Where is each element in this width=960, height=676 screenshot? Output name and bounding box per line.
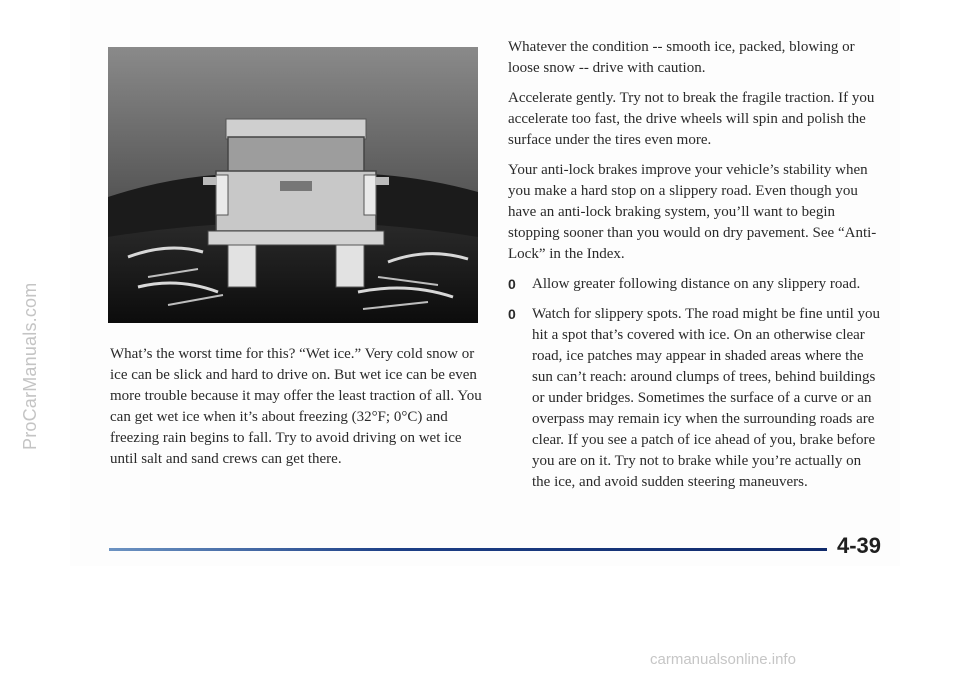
side-watermark: [20, 150, 40, 450]
page-number: 4-39: [837, 533, 882, 558]
wet-ice-paragraph: What’s the worst time for this? “Wet ice.” Very cold snow or ice can be slick and hard to drive on. But wet ice can be even more trouble because it may offer the least traction of all. You can get wet ice when it’s about freezing (32°F; 0°C) and freezing rain begins to fall. Try to avoid driving on wet ice until salt and sand crews can get there.: [110, 346, 482, 467]
bullet-text: Watch for slippery spots. The road might be fine until you hit a spot that’s covered with ice. On an otherwise clear road, ice patches may appear in shaded areas where the sun can’t reach: around clumps of trees, behind buildings or under bridges. Sometimes the surface of a curve or an overpass may remain icy when the surrounding roads are clear. If you see a patch of ice ahead of you, brake before you are on it. Try not to brake while you’re actually on the ice, and avoid sudden steering maneuvers.: [532, 306, 881, 490]
accelerate-paragraph: Accelerate gently. Try not to break the fragile traction. If you accelerate too fast, the drive wheels will spin and polish the surface under the tires even more.: [508, 90, 875, 148]
condition-paragraph: Whatever the condition -- smooth ice, packed, blowing or loose snow -- drive with caution.: [508, 39, 855, 76]
vehicle-roof: [226, 119, 366, 139]
rear-window: [228, 137, 364, 173]
bullet-text: Allow greater following distance on any slippery road.: [532, 276, 861, 292]
license-plate: [280, 181, 312, 191]
bullet-marker: 0: [508, 276, 516, 292]
rear-bumper: [208, 231, 384, 245]
left-column: [110, 344, 485, 479]
anti-lock-paragraph: Your anti-lock brakes improve your vehicle’s stability when you make a hard stop on a slippery road. Even though you have an anti-lock braking system, you’ll want to begin stopping sooner than you would on dry pavement. See “Anti-Lock” in the Index.: [508, 162, 877, 262]
bottom-watermark: carmanualsonline.info: [650, 651, 796, 668]
left-mirror: [203, 177, 217, 185]
right-rear-tire: [336, 245, 364, 287]
tips-list: [508, 274, 883, 493]
vehicle-illustration-svg: [108, 47, 478, 323]
list-item: [508, 274, 883, 295]
list-item: [508, 304, 883, 493]
footer-rule: [109, 548, 827, 551]
right-taillight: [364, 175, 376, 215]
vehicle-on-ice-illustration: [108, 47, 478, 323]
left-rear-tire: [228, 245, 256, 287]
bullet-marker: 0: [508, 306, 516, 322]
side-watermark-text: ProCarManuals.com: [20, 282, 40, 450]
right-mirror: [375, 177, 389, 185]
tailgate: [216, 171, 376, 231]
left-taillight: [216, 175, 228, 215]
right-column: [508, 37, 883, 502]
